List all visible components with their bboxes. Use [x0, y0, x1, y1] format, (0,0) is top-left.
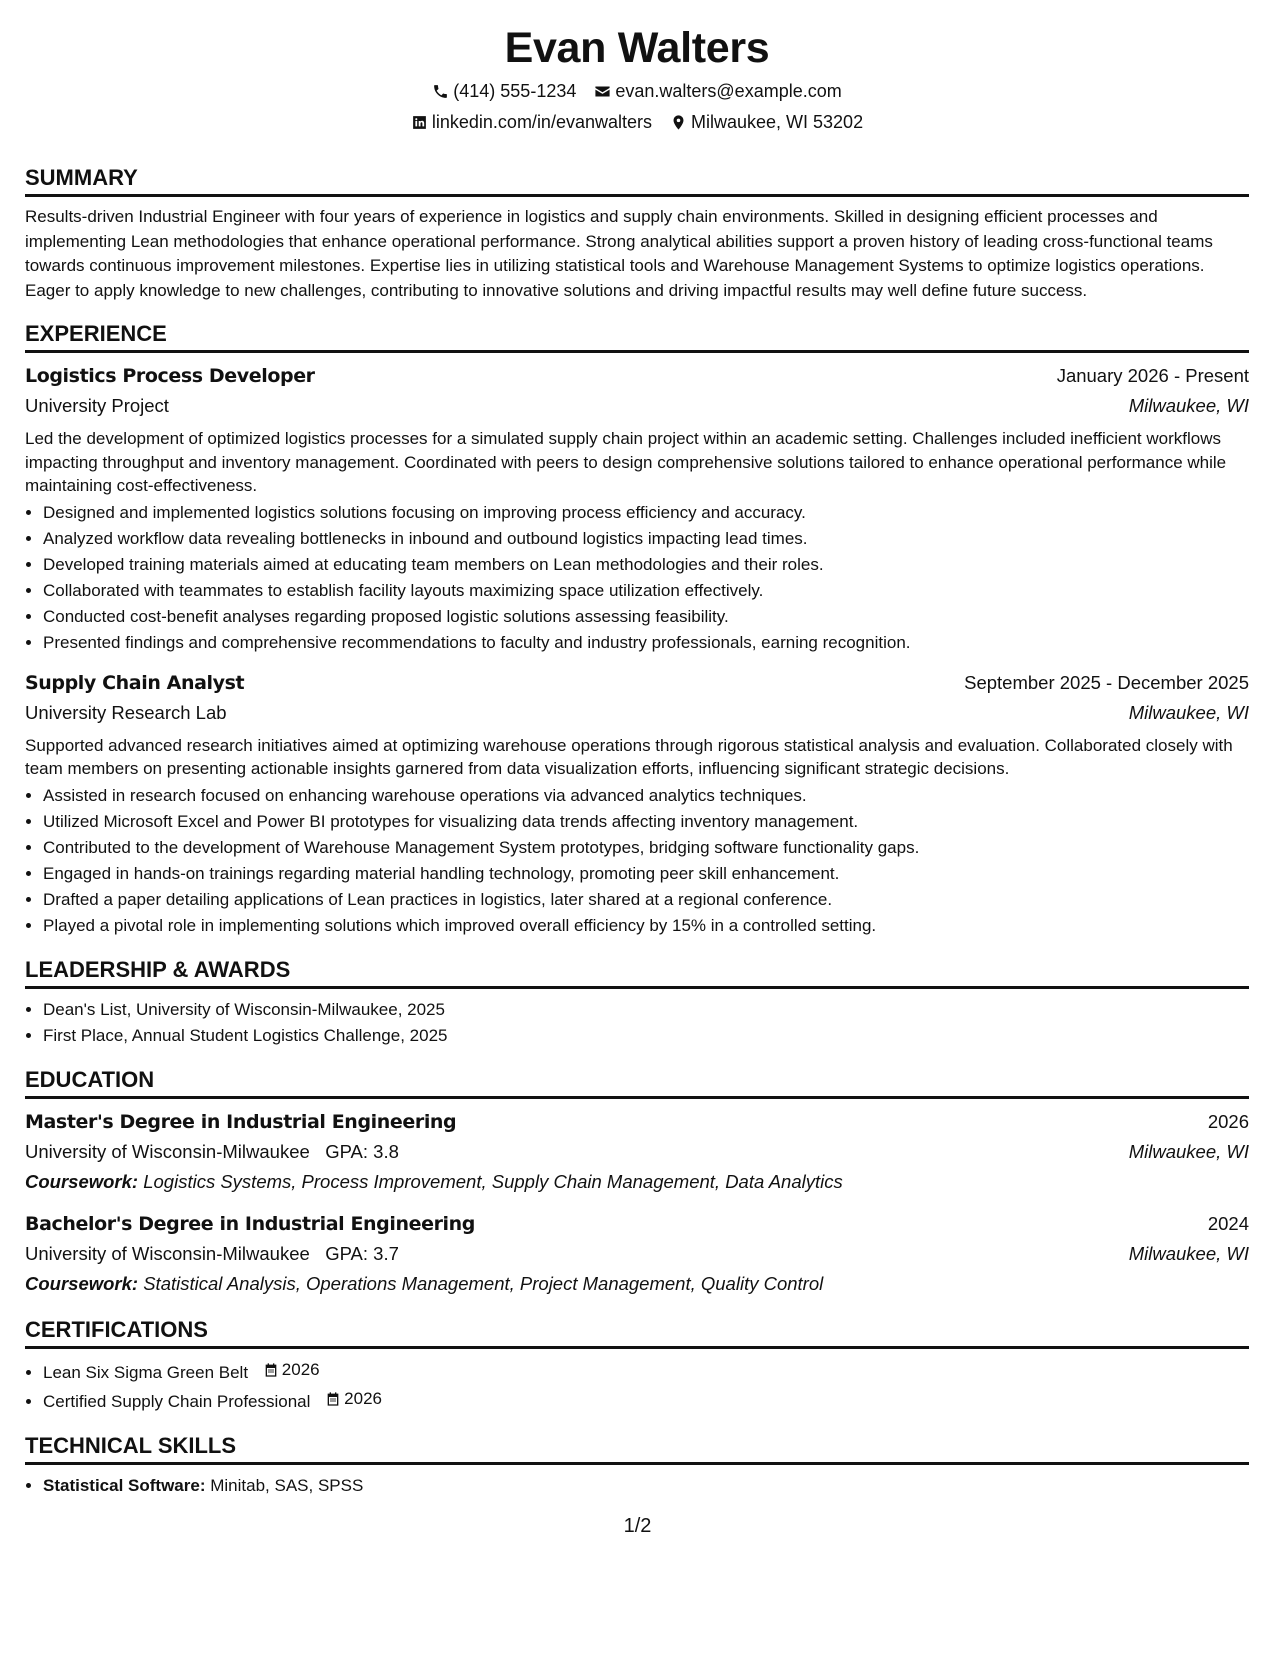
- list-item: • Designed and implemented logistics solutions focusing on improving process efficiency and accuracy.: [43, 500, 1249, 526]
- coursework-label: Coursework:: [25, 1272, 139, 1294]
- education-entry: [25, 1209, 1249, 1299]
- job-description: Supported advanced research initiatives aimed at optimizing warehouse operations through rigorous statistical analysis and evaluation. Collaborated closely with team members on presenting actionable insights garnered from data visualization efforts, influencing significant strategic decisions.: [25, 735, 1233, 778]
- contact-linkedin[interactable]: [411, 111, 652, 133]
- page-number: 1/2: [623, 1515, 652, 1537]
- cert-name: Certified Supply Chain Professional: [43, 1391, 311, 1411]
- cert-name: Lean Six Sigma Green Belt: [43, 1362, 249, 1382]
- job-dates: September 2025 - December 2025: [964, 671, 1249, 693]
- section-title-leadership: LEADERSHIP & AWARDS: [25, 957, 1249, 989]
- degree-title: Bachelor's Degree in Industrial Engineering: [25, 1212, 475, 1235]
- phone-icon: [432, 83, 449, 100]
- education-section: [25, 1067, 1249, 1299]
- entry-header: [25, 361, 1249, 391]
- list-item: • Played a pivotal role in implementing solutions which improved overall efficiency by 15% in a controlled setting.: [43, 913, 1249, 939]
- list-item: • Utilized Microsoft Excel and Power BI prototypes for visualizing data trends affecting inventory management.: [43, 809, 1249, 835]
- list-item: [43, 1473, 1249, 1499]
- section-title-education: EDUCATION: [25, 1067, 1249, 1099]
- skill-value: Minitab, SAS, SPSS: [210, 1475, 364, 1495]
- certifications-list: [25, 1357, 1249, 1415]
- summary-text: Results-driven Industrial Engineer with four years of experience in logistics and supply chain environments. Skilled in designing efficient processes and implementing Lean methodologies that enhance operational performance. Strong analytical abilities support a proven history of leading cross-functional teams towards continuous improvement milestones. Expertise lies in utilizing statistical tools and Warehouse Management Systems to optimize logistics operations. Eager to apply knowledge to new challenges, contributing to innovative solutions and driving impactful results may well define future success.: [25, 207, 1213, 300]
- school-name: University of Wisconsin-Milwaukee: [25, 1140, 310, 1162]
- coursework: [25, 1269, 1249, 1299]
- job-bullets: [25, 783, 1249, 939]
- linkedin-icon: [411, 114, 428, 131]
- gpa: GPA: 3.7: [325, 1242, 399, 1264]
- resume-page: [0, 22, 1275, 1672]
- list-item: • Engaged in hands-on trainings regarding material handling technology, promoting peer skill enhancement.: [43, 861, 1249, 887]
- skills-section: [25, 1433, 1249, 1499]
- coursework-text: Logistics Systems, Process Improvement, Supply Chain Management, Data Analytics: [143, 1170, 843, 1192]
- skills-list: [25, 1473, 1249, 1499]
- section-title-skills: TECHNICAL SKILLS: [25, 1433, 1249, 1465]
- cert-year: 2026: [281, 1359, 320, 1379]
- entry-subheader: [25, 1137, 1249, 1167]
- gpa: GPA: 3.8: [325, 1140, 399, 1162]
- coursework: [25, 1167, 1249, 1197]
- leadership-section: [25, 957, 1249, 1049]
- section-title-certifications: CERTIFICATIONS: [25, 1317, 1249, 1349]
- job-bullets: [25, 500, 1249, 656]
- list-item: • Drafted a paper detailing applications of Lean practices in logistics, later shared at a regional conference.: [43, 887, 1249, 913]
- entry-subheader: [25, 1239, 1249, 1269]
- experience-entry: [25, 668, 1249, 939]
- map-pin-icon: [670, 114, 687, 131]
- skill-label: Statistical Software:: [43, 1475, 206, 1495]
- list-item: • Developed training materials aimed at educating team members on Lean methodologies and their roles.: [43, 552, 1249, 578]
- degree-title: Master's Degree in Industrial Engineering: [25, 1110, 457, 1133]
- candidate-name: Evan Walters: [504, 24, 770, 72]
- job-location: Milwaukee, WI: [1128, 395, 1249, 416]
- email-text[interactable]: evan.walters@example.com: [615, 81, 842, 101]
- coursework-label: Coursework:: [25, 1170, 139, 1192]
- cert-year: 2026: [344, 1388, 382, 1408]
- contact-phone: [432, 80, 576, 102]
- certifications-section: [25, 1317, 1249, 1415]
- list-item: • Presented findings and comprehensive recommendations to faculty and industry professionals, earning recognition.: [43, 630, 1249, 656]
- list-item: • Contributed to the development of Warehouse Management System prototypes, bridging software functionality gaps.: [43, 835, 1249, 861]
- degree-year: 2024: [1207, 1212, 1249, 1234]
- job-organization: University Research Lab: [25, 701, 227, 723]
- list-item: • Assisted in research focused on enhancing warehouse operations via advanced analytics techniques.: [43, 783, 1249, 809]
- list-item: • Collaborated with teammates to establish facility layouts maximizing space utilization effectively.: [43, 578, 1249, 604]
- leadership-list: [25, 997, 1249, 1049]
- location-text: Milwaukee, WI 53202: [691, 112, 864, 132]
- contact-row-1: [25, 80, 1249, 102]
- job-title: Logistics Process Developer: [25, 365, 315, 387]
- list-item: • First Place, Annual Student Logistics Challenge, 2025: [43, 1023, 1249, 1049]
- school-name: University of Wisconsin-Milwaukee: [25, 1242, 310, 1264]
- school-location: Milwaukee, WI: [1128, 1140, 1249, 1162]
- job-location: Milwaukee, WI: [1128, 701, 1249, 723]
- job-description: Led the development of optimized logistics processes for a simulated supply chain project within an academic setting. Challenges included inefficient workflows impacting throughput and inventory management. Coordinated with peers to design comprehensive solutions tailored to enhance operational performance while maintaining cost-effectiveness.: [25, 429, 1227, 495]
- school-line: [25, 1239, 399, 1269]
- entry-header: [25, 1209, 1249, 1239]
- summary-section: [25, 165, 1249, 303]
- entry-header: [25, 1107, 1249, 1137]
- school-line: [25, 1137, 399, 1167]
- education-entry: [25, 1107, 1249, 1197]
- entry-subheader: [25, 698, 1249, 728]
- job-dates: January 2026 - Present: [1056, 365, 1249, 386]
- list-item: [43, 1357, 1249, 1386]
- list-item: • Analyzed workflow data revealing bottlenecks in inbound and outbound logistics impacting lead times.: [43, 526, 1249, 552]
- entry-header: [25, 668, 1249, 698]
- cert-date: [263, 1357, 320, 1383]
- contact-row-2: [25, 111, 1249, 133]
- section-title-experience: EXPERIENCE: [25, 321, 1249, 353]
- list-item: • Conducted cost-benefit analyses regarding proposed logistic solutions assessing feasibility.: [43, 604, 1249, 630]
- envelope-icon: [594, 83, 611, 100]
- job-title: Supply Chain Analyst: [25, 671, 245, 694]
- list-item: • Dean's List, University of Wisconsin-Milwaukee, 2025: [43, 997, 1249, 1023]
- job-organization: University Project: [25, 395, 169, 416]
- school-location: Milwaukee, WI: [1128, 1242, 1249, 1264]
- section-title-summary: SUMMARY: [25, 165, 1249, 197]
- calendar-icon: [325, 1391, 341, 1407]
- entry-subheader: [25, 391, 1249, 421]
- cert-date: [325, 1386, 382, 1412]
- experience-section: [25, 321, 1249, 939]
- degree-year: 2026: [1207, 1110, 1249, 1132]
- contact-location: [670, 111, 863, 133]
- calendar-icon: [263, 1362, 279, 1378]
- list-item: [43, 1386, 1249, 1415]
- experience-entry: [25, 361, 1249, 656]
- coursework-text: Statistical Analysis, Operations Management, Project Management, Quality Control: [143, 1272, 824, 1294]
- phone-text: (414) 555-1234: [453, 81, 577, 101]
- linkedin-text[interactable]: linkedin.com/in/evanwalters: [431, 112, 652, 132]
- contact-email[interactable]: [594, 80, 841, 102]
